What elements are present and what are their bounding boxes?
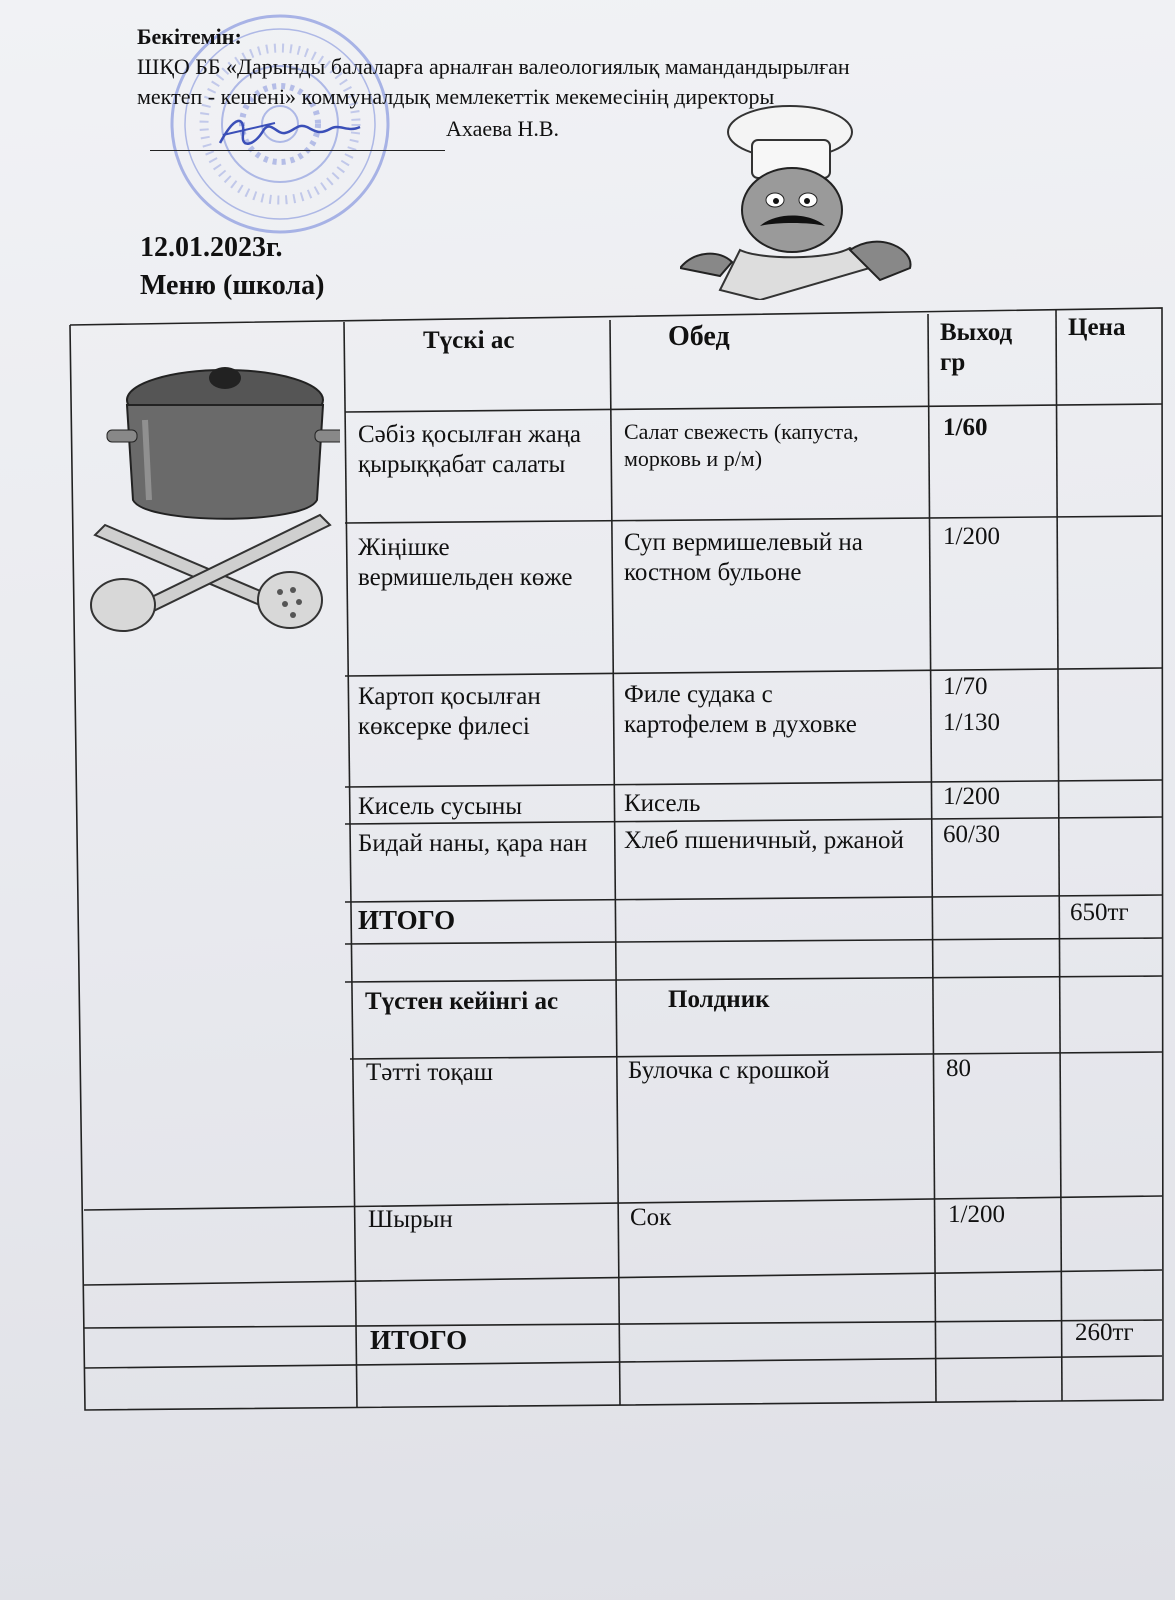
snack-total-price: 260тг: [1075, 1319, 1134, 1346]
header-lunch-ru: Обед: [668, 321, 730, 352]
lunch-row-1-yield: 1/60: [943, 414, 988, 441]
approval-title: Бекітемін:: [137, 24, 242, 49]
menu-date: 12.01.2023г.: [140, 232, 283, 263]
snack-row-1-kz: Тәтті тоқаш: [366, 1059, 494, 1086]
menu-title: Меню (школа): [140, 270, 325, 301]
header-snack-kz: Түстен кейінгі ас: [365, 988, 559, 1015]
lunch-row-5-kz: Бидай наны, қара нан: [358, 830, 588, 857]
snack-row-1-yield: 80: [946, 1055, 971, 1082]
snack-row-2-kz: Шырын: [368, 1206, 453, 1233]
lunch-row-3-yield-2: 1/130: [943, 709, 1000, 736]
lunch-row-2-ru: Суп вермишелевый на костном бульоне: [624, 529, 863, 586]
header-lunch-kz: Түскі ас: [423, 327, 515, 354]
snack-total-label: ИТОГО: [370, 1325, 468, 1355]
lunch-row-5-yield: 60/30: [943, 821, 1000, 848]
header-price: Цена: [1068, 314, 1126, 341]
lunch-row-2-yield: 1/200: [943, 523, 1000, 550]
lunch-row-3-kz: Картоп қосылған көксерке филесі: [358, 683, 541, 740]
snack-row-2-yield: 1/200: [948, 1201, 1005, 1228]
header-yield: Выход гр: [940, 319, 1013, 376]
lunch-row-5-ru: Хлеб пшеничный, ржаной: [624, 827, 904, 854]
header-snack-ru: Полдник: [668, 986, 770, 1013]
lunch-row-4-yield: 1/200: [943, 783, 1000, 810]
director-name: Ахаева Н.В.: [446, 116, 560, 141]
approval-line-2: мектеп - кешені» коммуналдық мемлекеттік мекемесінің директоры: [137, 84, 775, 109]
lunch-row-4-kz: Кисель сусыны: [358, 793, 523, 820]
approval-line-1: ШҚО ББ «Дарынды балаларға арналған валеологиялық мамандандырылған: [137, 54, 850, 79]
lunch-row-2-kz: Жіңішке вермишельден көже: [358, 534, 573, 591]
lunch-total-label: ИТОГО: [358, 905, 456, 935]
lunch-row-1-ru: Салат свежесть (капуста, морковь и р/м): [624, 419, 859, 471]
lunch-row-4-ru: Кисель: [624, 790, 701, 817]
snack-row-1-ru: Булочка с крошкой: [628, 1057, 830, 1084]
lunch-total-price: 650тг: [1070, 899, 1129, 926]
lunch-row-3-yield: 1/70: [943, 673, 988, 700]
lunch-row-3-ru: Филе судака с картофелем в духовке: [624, 681, 857, 738]
lunch-row-1-kz: Сәбіз қосылған жаңа қырыққабат салаты: [358, 421, 582, 478]
snack-row-2-ru: Сок: [630, 1204, 672, 1231]
